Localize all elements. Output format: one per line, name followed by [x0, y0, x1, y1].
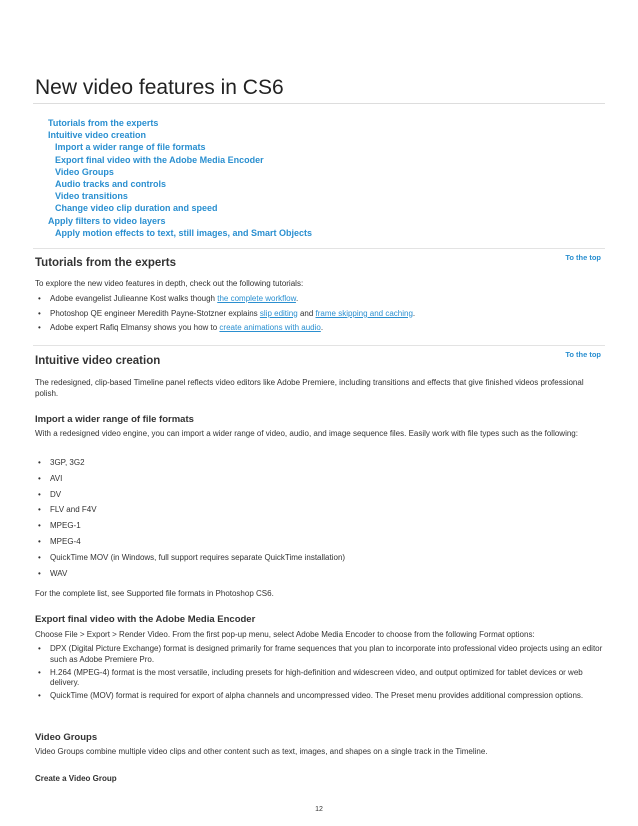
bullet-icon: •	[38, 505, 41, 515]
toc-link-audio-tracks[interactable]: Audio tracks and controls	[55, 179, 167, 190]
tutorials-intro: To explore the new video features in depth, check out the following tutorials:	[35, 279, 304, 288]
video-groups-body: Video Groups combine multiple video clips and other content such as text, images, and shapes on a single track in the Timeline.	[35, 747, 488, 756]
create-video-group-heading: Create a Video Group	[35, 774, 117, 783]
import-body: With a redesigned video engine, you can import a wider range of video, audio, and image sequence files. Easily work with file types such as the following:	[35, 429, 578, 438]
to-top-link[interactable]: To the top	[565, 253, 601, 262]
section-divider	[33, 248, 605, 249]
animations-audio-link[interactable]: create animations with audio	[219, 323, 321, 332]
video-groups-heading: Video Groups	[35, 732, 98, 743]
list-item: • WAV	[38, 568, 68, 578]
formats-footer: For the complete list, see Supported file formats in Photoshop CS6.	[35, 589, 274, 598]
toc-link-apply-filters[interactable]: Apply filters to video layers	[48, 215, 166, 226]
bullet-icon: •	[38, 521, 41, 531]
toc-link-intuitive-video[interactable]: Intuitive video creation	[48, 130, 147, 141]
section-divider	[33, 345, 605, 346]
slip-editing-link[interactable]: slip editing	[259, 308, 298, 318]
bullet-icon: •	[38, 458, 41, 467]
list-item: • H.264 (MPEG-4) format is the most versatile, including presets for high-definition and widescreen video, and output optimized for tablet devices or web delivery.	[38, 667, 583, 687]
list-item: • QuickTime (MOV) format is required for export of alpha channels and uncompressed video. The Preset menu provides additional compression options.	[38, 691, 584, 700]
bullet-icon: •	[38, 536, 41, 546]
toc-link-tutorials[interactable]: Tutorials from the experts	[48, 118, 159, 128]
list-item: • Adobe evangelist Julieanne Kost walks though the complete workflow.	[38, 294, 299, 303]
list-item: • DPX (Digital Picture Exchange) format is designed primarily for frame sequences that you plan to incorporate into professional video projects using an editor such as Adobe Premiere Pro.	[38, 644, 603, 664]
tutorials-list	[35, 294, 605, 334]
toc-link-clip-duration[interactable]: Change video clip duration and speed	[55, 203, 218, 214]
frame-skipping-link[interactable]: frame skipping and caching	[315, 308, 413, 318]
bullet-icon: •	[38, 323, 41, 332]
import-heading: Import a wider range of file formats	[35, 414, 194, 425]
formats-list	[35, 458, 605, 579]
list-item: • Photoshop QE engineer Meredith Payne-Stotzner explains slip editing and frame skipping and caching.	[38, 308, 416, 318]
tutorials-heading: Tutorials from the experts	[35, 257, 177, 269]
list-item: • AVI	[38, 473, 63, 483]
complete-workflow-link[interactable]: the complete workflow	[217, 294, 296, 303]
export-options-list	[35, 644, 605, 702]
page-number: 12	[315, 806, 323, 813]
bullet-icon: •	[38, 691, 41, 700]
to-top-link[interactable]: To the top	[565, 350, 601, 359]
list-item: • QuickTime MOV (in Windows, full support requires separate QuickTime installation)	[38, 552, 346, 562]
list-item: • FLV and F4V	[38, 505, 97, 515]
table-of-contents	[48, 117, 312, 239]
toc-link-video-transitions[interactable]: Video transitions	[55, 191, 128, 202]
bullet-icon: •	[38, 473, 41, 483]
toc-link-import-formats[interactable]: Import a wider range of file formats	[55, 142, 206, 153]
list-item: • MPEG-1	[38, 521, 81, 531]
list-item: • 3GP, 3G2	[38, 458, 85, 467]
export-heading: Export final video with the Adobe Media Encoder	[35, 614, 256, 625]
bullet-icon: •	[38, 568, 41, 578]
toc-link-video-groups[interactable]: Video Groups	[55, 166, 114, 177]
list-item: • DV	[38, 489, 62, 499]
bullet-icon: •	[38, 489, 41, 499]
list-item: • Adobe expert Rafiq Elmansy shows you how to create animations with audio.	[38, 323, 324, 332]
toc-link-motion-effects[interactable]: Apply motion effects to text, still images, and Smart Objects	[55, 227, 313, 238]
bullet-icon: •	[38, 294, 41, 303]
export-body: Choose File > Export > Render Video. From the first pop-up menu, select Adobe Media Encoder to choose from the following Format options:	[35, 630, 535, 639]
bullet-icon: •	[38, 308, 41, 318]
title-divider	[33, 103, 605, 104]
page-title: New video features in CS6	[35, 76, 284, 99]
bullet-icon: •	[38, 552, 41, 562]
bullet-icon: •	[38, 667, 41, 677]
toc-link-export-video[interactable]: Export final video with the Adobe Media Encoder	[55, 154, 264, 165]
bullet-icon: •	[38, 644, 41, 653]
list-item: • MPEG-4	[38, 536, 81, 546]
intuitive-heading: Intuitive video creation	[35, 355, 161, 367]
intuitive-body: The redesigned, clip-based Timeline panel reflects video editors like Adobe Premiere, including transitions and effects that give finished videos professional polish.	[35, 378, 584, 398]
